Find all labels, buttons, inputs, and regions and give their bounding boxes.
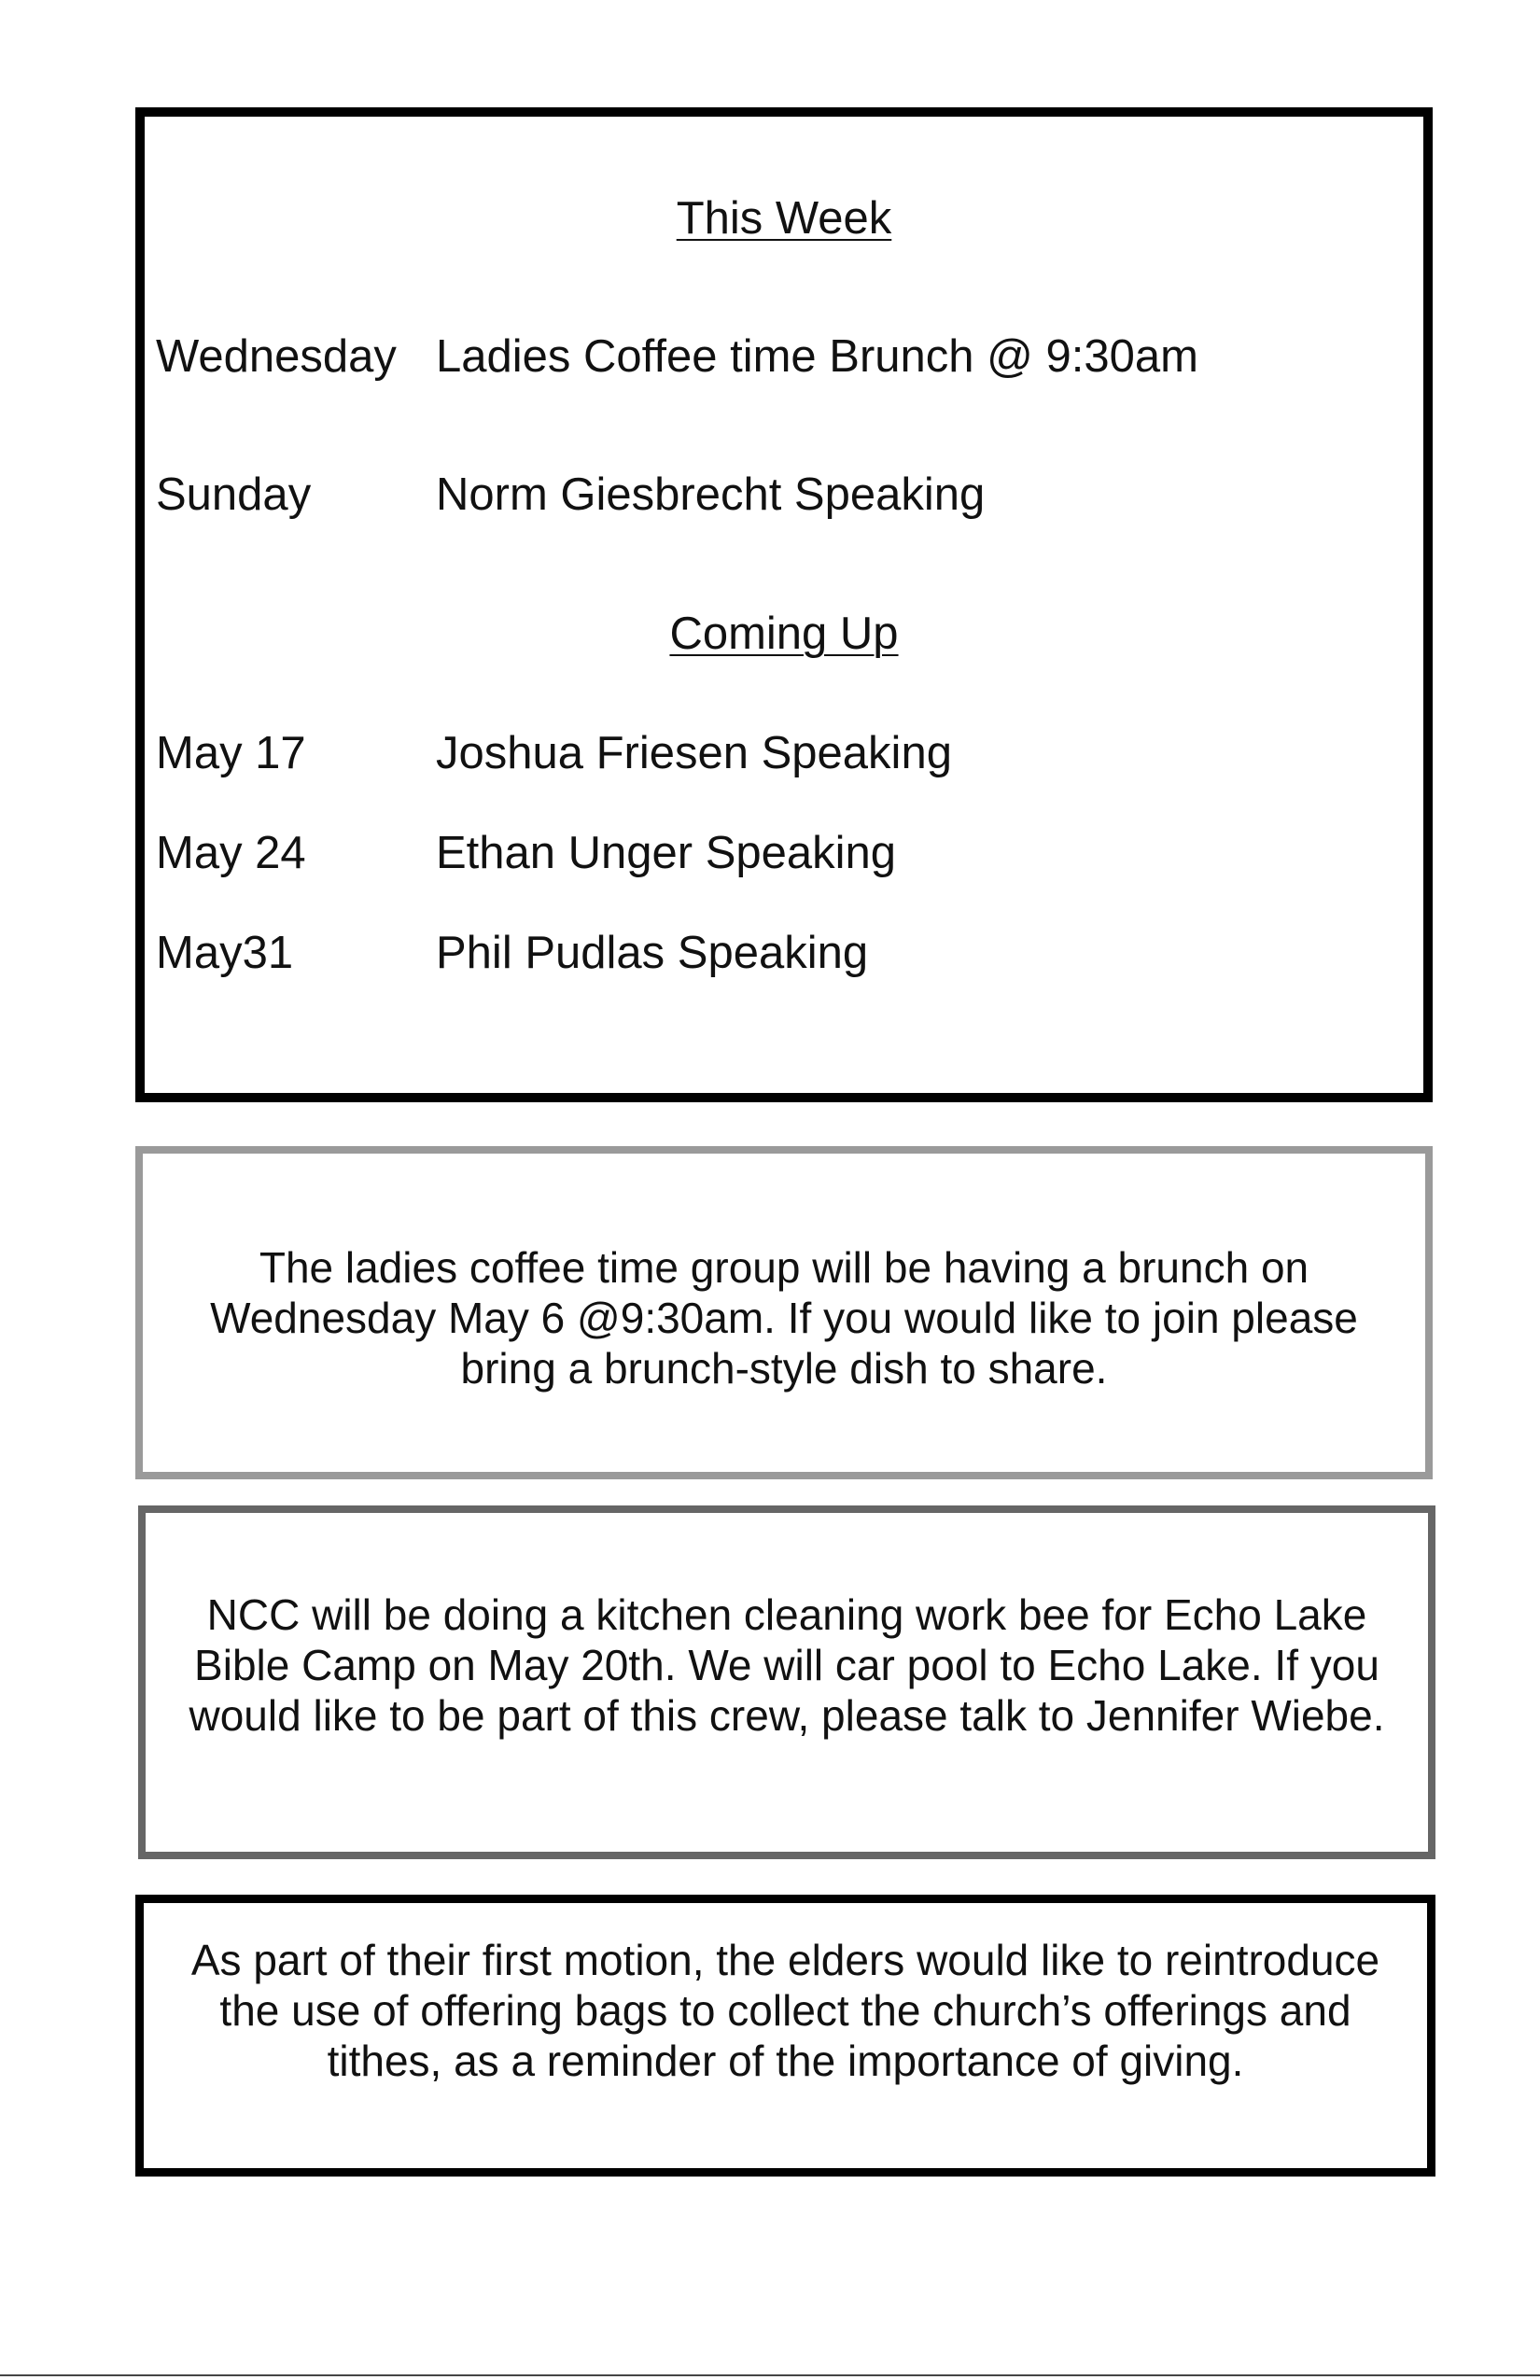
schedule-day: May31 (156, 928, 294, 978)
schedule-event: Phil Pudlas Speaking (436, 928, 869, 978)
schedule-day: Wednesday (156, 331, 397, 382)
page-bottom-rule (0, 2374, 1540, 2376)
this-week-heading: This Week (676, 193, 892, 244)
coming-up-heading: Coming Up (669, 609, 899, 659)
elders-notice-text: As part of their first motion, the elders would like to reintroduce the use of offering bags to collect the church’s offerings and tithes, as a reminder of the importance of giving. (190, 1936, 1380, 2085)
schedule-day: May 24 (156, 828, 306, 878)
elders-notice-box (135, 1895, 1435, 2177)
schedule-event: Ethan Unger Speaking (436, 828, 897, 878)
schedule-event: Norm Giesbrecht Speaking (436, 469, 986, 520)
schedule-day: Sunday (156, 469, 312, 520)
schedule-event: Joshua Friesen Speaking (436, 728, 952, 778)
brunch-notice-box (135, 1146, 1433, 1479)
schedule-box (135, 107, 1433, 1102)
schedule-event: Ladies Coffee time Brunch @ 9:30am (436, 331, 1198, 382)
work-bee-notice-box (138, 1505, 1435, 1859)
brunch-notice-text: The ladies coffee time group will be having a brunch on Wednesday May 6 @9:30am. If you would like to join please bring a brunch-style dish to share. (210, 1243, 1358, 1393)
schedule-day: May 17 (156, 728, 306, 778)
work-bee-notice-text: NCC will be doing a kitchen cleaning work bee for Echo Lake Bible Camp on May 20th. We will car pool to Echo Lake. If you would like to be part of this crew, please talk to Jennifer Wiebe. (189, 1590, 1385, 1740)
